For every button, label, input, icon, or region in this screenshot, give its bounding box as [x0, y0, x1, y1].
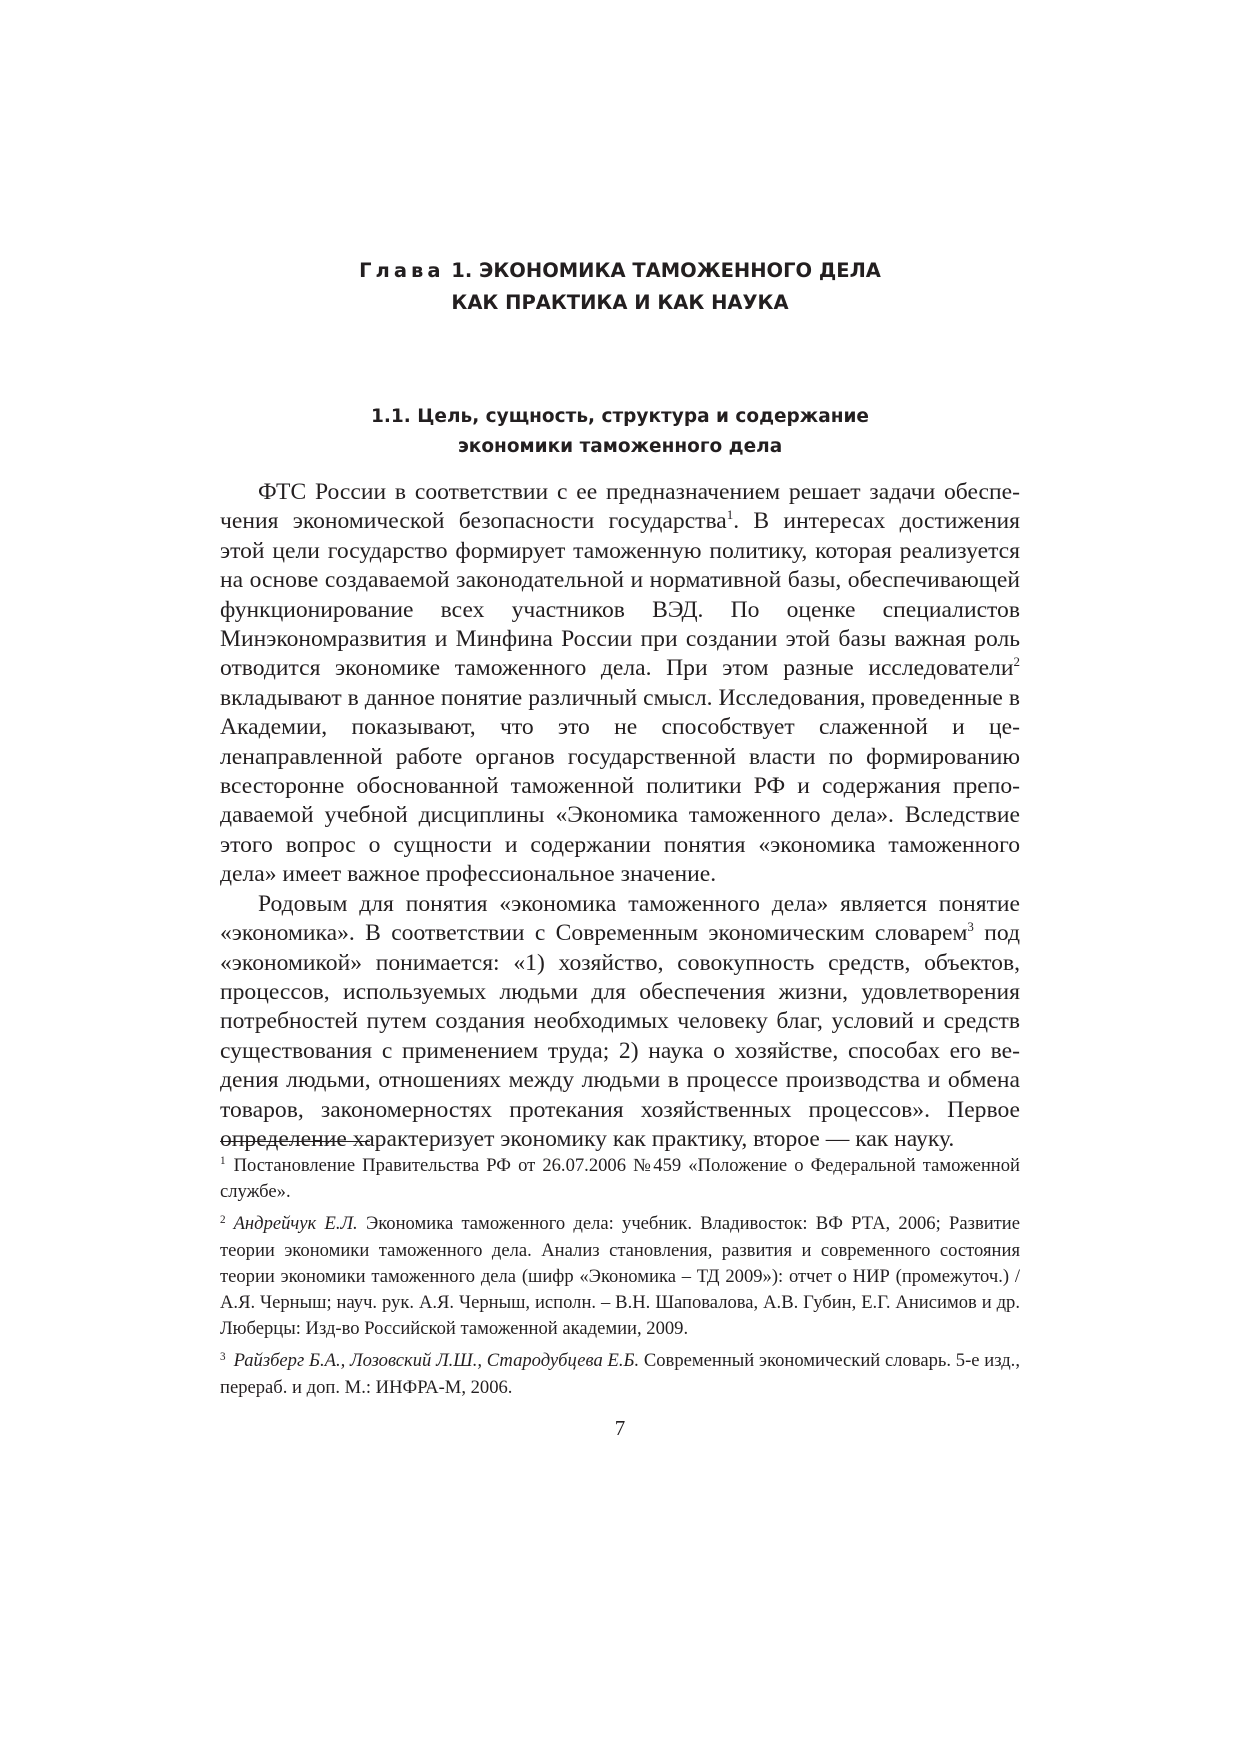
paragraph-2-part-b: под «экономикой» понимается: «1) хозяйство, совокупность средств, объектов, процессов, используемых людьми для обеспечения жизни, удовлетворения потребностей путем создания необходимых человеку благ, условий и средств существования с применением труда; 2) наука о хозяйстве, способах его ведения людьми, отношениях между людьми в процессе производства и обмена товаров, закономерностях протекания хозяйственных процессов». Первое определение характеризует экономику как практику, второе — как науку.	[220, 920, 1020, 1152]
footnote-3	[220, 1348, 1020, 1400]
paragraph-2-part-a: Родовым для понятия «экономика таможенного дела» является понятие «экономика». В соответствии с Современным экономическим словарем	[220, 890, 1020, 947]
chapter-prefix: Глава	[359, 259, 445, 282]
page-number: 7	[614, 1416, 626, 1440]
section-title-line1: 1.1. Цель, сущность, структура и содержание	[371, 406, 869, 427]
paragraph-2	[220, 890, 1020, 1155]
footnote-3-text: Современный экономический словарь. 5-е изд., перераб. и доп. М.: ИНФРА-М, 2006.	[220, 1350, 1020, 1398]
paragraph-1-part-c: вкладывают в данное понятие различный смысл. Исследования, проведенные в Академии, показывают, что это не способствует слаженной и целенаправленной работе органов государственной власти по формированию всесторонне обоснованной таможенной политики РФ и содержания преподаваемой учебной дисциплины «Экономика таможенного дела». Вследствие этого вопрос о сущности и содержании понятия «экономика таможенного дела» имеет важное профессиональное значение.	[220, 684, 1020, 888]
footnote-2	[220, 1211, 1020, 1342]
footnote-number-2: 2	[220, 1213, 226, 1226]
paragraph-1-part-a: ФТС России в соответствии с ее предназначением решает задачи обеспечения экономической безопасности государства	[220, 479, 1020, 535]
footnote-ref-3[interactable]: 3	[967, 919, 974, 935]
paragraph-1-part-b: . В интересах достижения этой цели государство формирует таможенную политику, которая реализуется на основе создаваемой законодательной и нормативной базы, обеспечивающей функционирование всех участников ВЭД. По оценке специалистов Минэкономразвития и Минфина России при создании этой базы важная роль отводится экономике таможенного дела. При этом разные исследователи	[220, 508, 1020, 682]
footnote-ref-2[interactable]: 2	[1013, 654, 1020, 670]
chapter-title	[220, 255, 1020, 319]
footnote-separator	[220, 1141, 370, 1142]
footnote-1-text: Постановление Правительства РФ от 26.07.2006 №459 «Положение о Федеральной таможенной службе».	[220, 1155, 1020, 1203]
footnote-3-author: Райзберг Б.А., Лозовский Л.Ш., Стародубцева Е.Б.	[233, 1350, 640, 1372]
footnote-number-3: 3	[220, 1350, 226, 1363]
footnote-1	[220, 1153, 1020, 1205]
paragraph-1	[220, 478, 1020, 890]
section-title-line2: экономики таможенного дела	[457, 436, 783, 457]
chapter-title-line1	[220, 255, 1020, 287]
body-text	[220, 478, 1020, 1154]
section-title	[220, 402, 1020, 462]
footnote-number-1: 1	[220, 1155, 226, 1168]
chapter-title-text: 1. ЭКОНОМИКА ТАМОЖЕННОГО ДЕЛА	[444, 259, 881, 282]
chapter-title-line2: КАК ПРАКТИКА И КАК НАУКА	[451, 291, 789, 314]
footnote-ref-1[interactable]: 1	[726, 507, 734, 523]
footnote-2-text: Экономика таможенного дела: учебник. Владивосток: ВФ РТА, 2006; Развитие теории экономики таможенного дела. Анализ становления, развития и современного состояния теории экономики таможенного дела (шифр «Экономика – ТД 2009»): отчет о НИР (промежуточ.) / А.Я. Черныш; науч. рук. А.Я. Черныш, исполн. – В.Н. Шаповалова, А.В. Губин, Е.Г. Анисимов и др. Люберцы: Изд-во Российской таможенной академии, 2009.	[220, 1213, 1020, 1340]
footnote-2-author: Андрейчук Е.Л.	[233, 1213, 358, 1235]
footnotes	[220, 1153, 1020, 1407]
